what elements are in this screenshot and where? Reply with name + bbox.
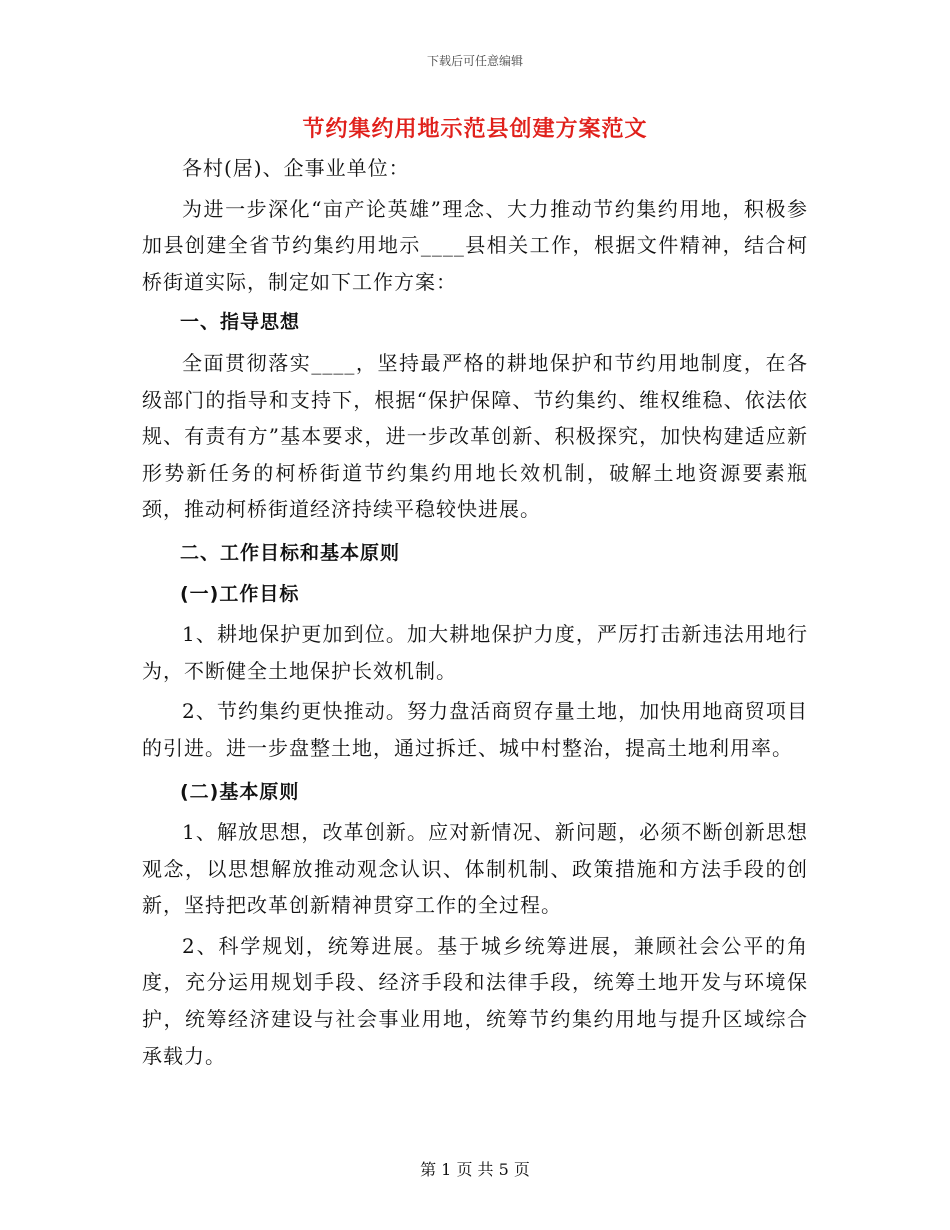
principle-item-2: 2、科学规划，统筹进展。基于城乡统筹进展，兼顾社会公平的角度，充分运用规划手段、经济手段和法律手段，统筹土地开发与环境保护，统筹经济建设与社会事业用地，统筹节约集约用地与提升区域综合承载力。 [142, 933, 808, 1068]
section-1-paragraph: 全面贯彻落实____，坚持最严格的耕地保护和节约用地制度，在各级部门的指导和支持下，根据“保护保障、节约集约、维权维稳、依法依规、有责有方”基本要求，进一步改革创新、积极探究，加快构建适应新形势新任务的柯桥街道节约集约用地长效机制，破解土地资源要素瓶颈，推动柯桥街道经济持续平稳较快进展。 [142, 350, 808, 522]
salutation: 各村(居)、企事业单位： [182, 156, 410, 180]
goal-item-1: 1、耕地保护更加到位。加大耕地保护力度，严厉打击新违法用地行为，不断健全土地保护长效机制。 [142, 622, 808, 683]
document-title: 节约集约用地示范县创建方案范文 [302, 117, 648, 142]
principle-item-1: 1、解放思想，改革创新。应对新情况、新问题，必须不断创新思想观念，以思想解放推动观念认识、体制机制、政策措施和方法手段的创新，坚持把改革创新精神贯穿工作的全过程。 [142, 820, 808, 918]
subsection-2-heading: (二)基本原则 [180, 780, 300, 803]
header-note: 下载后可任意编辑 [426, 54, 523, 68]
section-1-heading: 一、指导思想 [180, 311, 301, 334]
intro-paragraph: 为进一步深化“亩产论英雄”理念、大力推动节约集约用地，积极参加县创建全省节约集约用地示____县相关工作，根据文件精神，结合柯桥街道实际，制定如下工作方案： [142, 196, 808, 294]
page-number-footer: 第 1 页 共 5 页 [420, 1160, 530, 1179]
goal-item-2: 2、节约集约更快推动。努力盘活商贸存量土地，加快用地商贸项目的引进。进一步盘整土地，通过拆迁、城中村整治，提高土地利用率。 [142, 699, 808, 760]
section-2-heading: 二、工作目标和基本原则 [180, 541, 401, 564]
document-body [142, 150, 808, 1074]
subsection-1-heading: (一)工作目标 [180, 582, 300, 605]
